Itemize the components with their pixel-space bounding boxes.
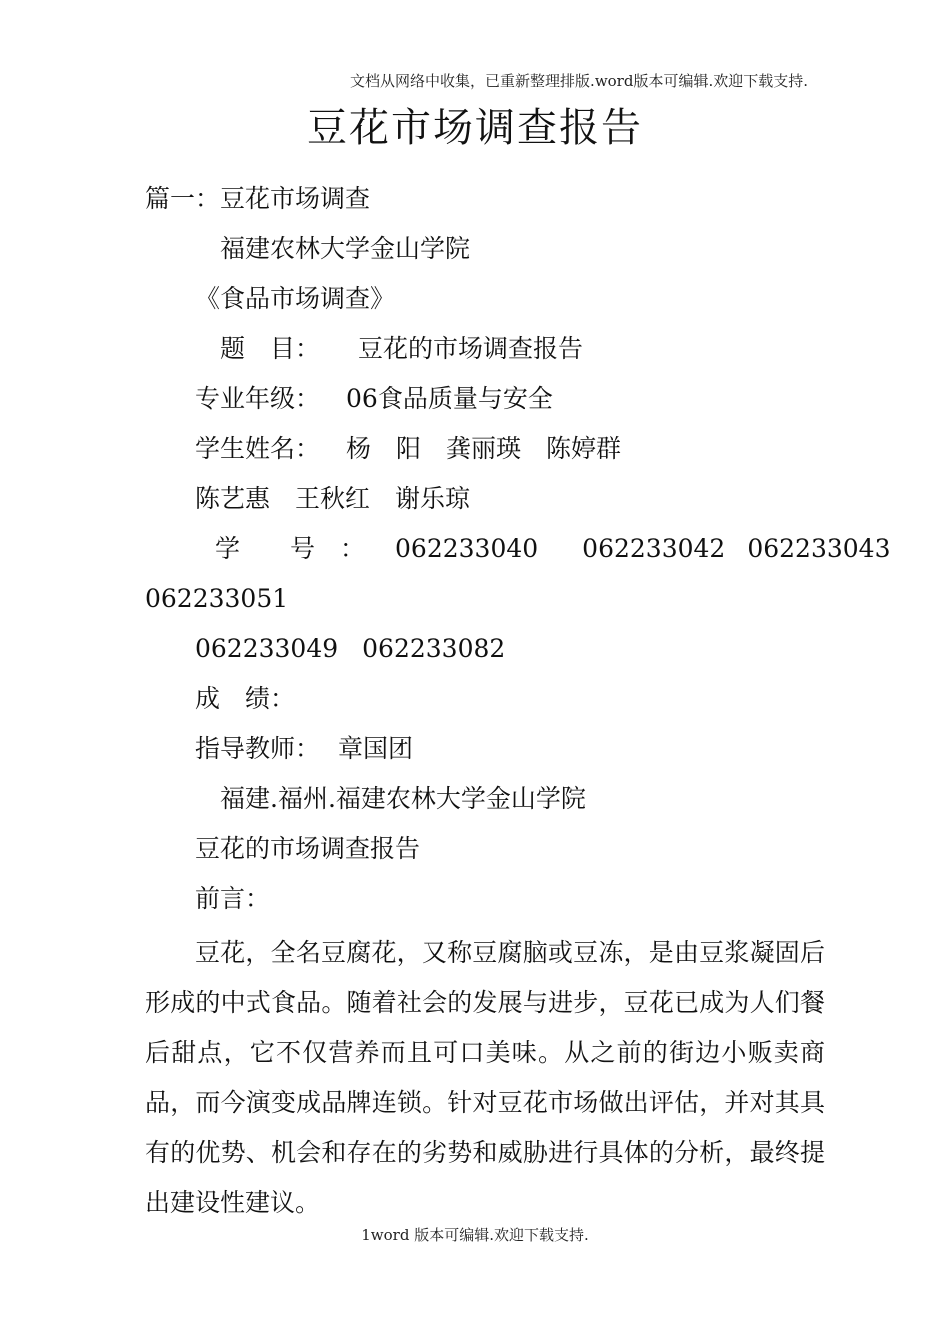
grade-label: 成 绩： bbox=[195, 684, 296, 713]
course-name: 《食品市场调查》 bbox=[195, 284, 396, 313]
id-label: 学 号 ： bbox=[215, 534, 366, 563]
student-id: 062233082 bbox=[362, 634, 506, 663]
topic-label: 题 目： bbox=[220, 334, 321, 363]
id-row bbox=[215, 532, 890, 566]
school-name: 福建农林大学金山学院 bbox=[220, 234, 471, 263]
students-value: 杨 阳 龚丽瑛 陈婷群 bbox=[346, 434, 622, 463]
major-label: 专业年级： bbox=[195, 384, 321, 413]
student-id: 062233040 bbox=[395, 534, 539, 563]
student-id: 062233043 bbox=[747, 534, 891, 563]
students-row bbox=[195, 432, 621, 466]
student-id: 062233051 bbox=[145, 584, 289, 613]
part-heading: 篇一：豆花市场调查 bbox=[145, 184, 371, 213]
preface-label: 前言： bbox=[195, 884, 271, 913]
student-id: 062233042 bbox=[582, 534, 726, 563]
report-title: 豆花的市场调查报告 bbox=[195, 834, 421, 863]
document-title: 豆花市场调查报告 bbox=[307, 105, 643, 151]
preface-paragraph: 豆花，全名豆腐花，又称豆腐脑或豆冻，是由豆浆凝固后形成的中式食品。随着社会的发展与进步，豆花已成为人们餐后甜点，它不仅营养而且可口美味。从之前的街边小贩卖商品，而今演变成品牌连锁。针对豆花市场做出评估，并对其具有的优势、机会和存在的劣势和威胁进行具体的分析，最终提出建设性建议。 bbox=[145, 938, 825, 1217]
students-label: 学生姓名： bbox=[195, 434, 321, 463]
student-id: 062233049 bbox=[195, 634, 339, 663]
major-row bbox=[195, 382, 553, 416]
location-line: 福建.福州.福建农林大学金山学院 bbox=[220, 784, 586, 813]
id-row-2 bbox=[195, 632, 505, 666]
advisor-row bbox=[195, 732, 413, 766]
students-continued: 陈艺惠 王秋红 谢乐琼 bbox=[195, 484, 471, 513]
major-value: 06食品质量与安全 bbox=[346, 384, 553, 413]
header-note: 文档从网络中收集，已重新整理排版.word版本可编辑.欢迎下载支持. bbox=[350, 72, 808, 90]
advisor-value: 章国团 bbox=[338, 734, 414, 763]
topic-value: 豆花的市场调查报告 bbox=[358, 334, 584, 363]
footer-note: 1word 版本可编辑.欢迎下载支持. bbox=[361, 1226, 589, 1244]
advisor-label: 指导教师： bbox=[195, 734, 321, 763]
topic-row bbox=[220, 332, 583, 366]
